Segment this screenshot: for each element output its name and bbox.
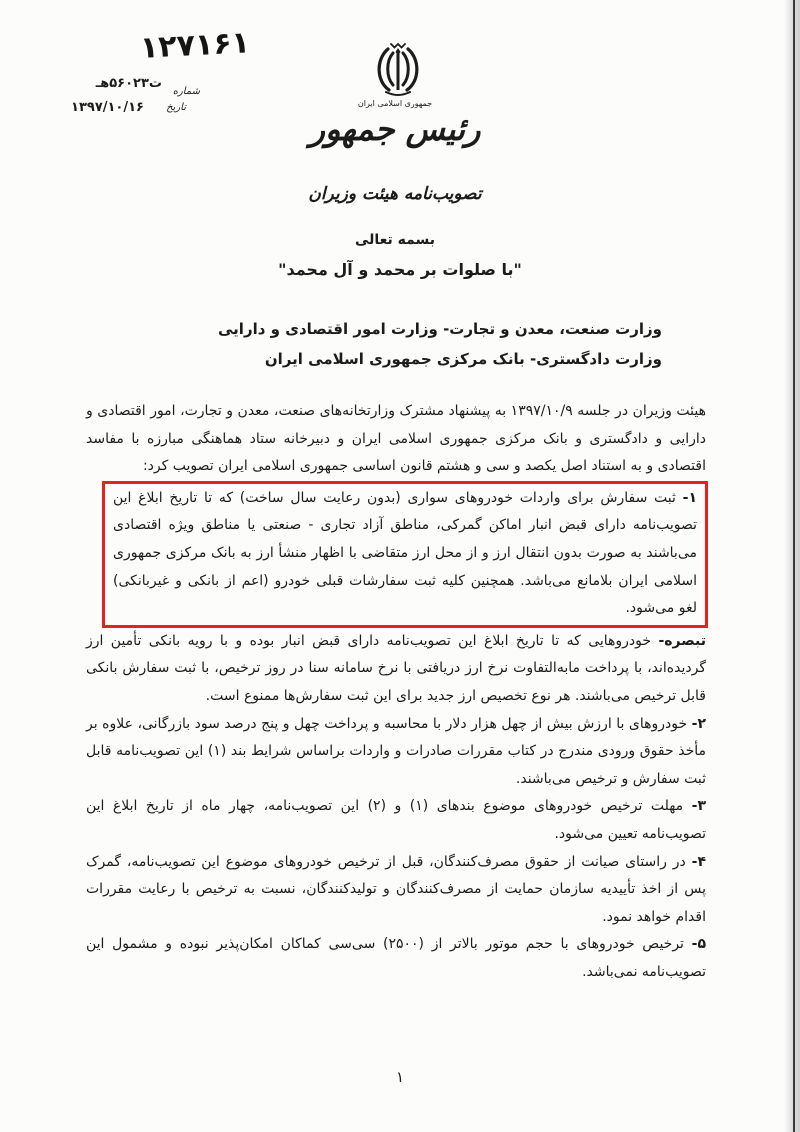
addressee-line: وزارت دادگستری- بانک مرکزی جمهوری اسلامی ایران bbox=[264, 350, 662, 368]
decree-number-label: شماره bbox=[172, 86, 200, 97]
clause-text: خودروهای با ارزش بیش از چهل هزار دلار با محاسبه و پرداخت چهل و پنج درصد سود بازرگانی، علاوه بر مأخذ حقوق ورودی مندرج در کتاب مقررات صادرات و واردات براساس شرایط بند (۱) این تصویب‌نامه قابل ثبت سفارش و ترخیص می‌باشند. bbox=[86, 715, 706, 787]
clause-text: مهلت ترخیص خودروهای موضوع بندهای (۱) و (۲) این تصویب‌نامه، چهار ماه از تاریخ ابلاغ این تصویب‌نامه تعیین می‌شود. bbox=[86, 798, 706, 842]
addressee-line: وزارت صنعت، معدن و تجارت- وزارت امور اقتصادی و دارایی bbox=[218, 320, 662, 338]
scan-edge-line bbox=[793, 0, 795, 1132]
salavat-line: "با صلوات بر محمد و آل محمد" bbox=[278, 260, 522, 279]
tracking-number: ۱۲۷۱۶۱ bbox=[139, 25, 251, 66]
invocation-line: بسمه تعالی bbox=[354, 232, 436, 248]
note-label: تبصره- bbox=[658, 632, 706, 649]
clause-4 bbox=[86, 849, 706, 932]
note-text: خودروهایی که تا تاریخ ابلاغ این تصویب‌نامه دارای قبض انبار بوده و با رویه بانکی تأمین ارز گردیده‌اند، با پرداخت مابه‌التفاوت نرخ ارز دریافتی با نرخ سامانه سنا در روز ترخیص، با ثبت سفارش بانکی قابل ترخیص می‌باشند. هر نوع تخصیص ارز جدید برای این ثبت سفارش‌ها ممنوع است. bbox=[86, 632, 706, 704]
clause-number: ۵- bbox=[691, 936, 707, 953]
addressees bbox=[140, 314, 662, 374]
country-caption: جمهوری اسلامی ایران bbox=[357, 99, 433, 108]
clause-2 bbox=[86, 711, 706, 794]
clause-note bbox=[86, 628, 706, 711]
clause-5 bbox=[86, 931, 706, 986]
clause-3 bbox=[86, 793, 706, 848]
clause-number: ۳- bbox=[691, 798, 706, 815]
decree-number-value: ت۵۶۰۲۳هـ bbox=[95, 76, 162, 91]
clause-1 bbox=[113, 485, 697, 623]
clause-text: ترخیص خودروهای با حجم موتور بالاتر از (۲۵۰۰) سی‌سی کماکان امکان‌پذیر نبوده و مشمول این تصویب‌نامه نمی‌باشد. bbox=[86, 936, 706, 980]
page-number: ۱ bbox=[395, 1068, 405, 1086]
preamble: هیئت وزیران در جلسه ۱۳۹۷/۱۰/۹ به پیشنهاد مشترک وزارتخانه‌های صنعت، معدن و تجارت، امور اقتصادی و دارایی و دادگستری و بانک مرکزی جمهوری اسلامی ایران و دبیرخانه ستاد هماهنگی مبارزه با مفاسد اقتصادی و به استناد اصل یکصد و سی و هشتم قانون اساسی جمهوری اسلامی ایران تصویب کرد: bbox=[86, 403, 706, 475]
emblem-of-iran-icon bbox=[374, 40, 422, 98]
scan-edge-shadow bbox=[784, 0, 800, 1132]
document-type: تصویب‌نامه هیئت وزیران bbox=[308, 184, 482, 204]
clause-text: در راستای صیانت از حقوق مصرف‌کنندگان، قبل از ترخیص خودروهای موضوع این تصویب‌نامه، گمرک پس از اخذ تأییدیه سازمان حمایت از مصرف‌کنندگان و تولیدکنندگان، نسبت به ترخیص با رعایت مقررات اقدام خواهد نمود. bbox=[86, 853, 706, 925]
clause-number: ۴- bbox=[691, 853, 706, 870]
clause-text: ثبت سفارش برای واردات خودروهای سواری (بدون رعایت سال ساخت) که تا تاریخ ابلاغ این تصویب‌نامه دارای قبض انبار اماکن گمرکی، مناطق آزاد تجاری - صنعتی یا مناطق ویژه اقتصادی می‌باشند به صورت بدون انتقال ارز و از محل ارز متقاضی با اظهار منشأ ارز به بانک مرکزی جمهوری اسلامی ایران بلامانع می‌باشد. همچنین کلیه ثبت سفارشات قبلی خودرو (اعم از بانکی و غیربانکی) لغو می‌شود. bbox=[113, 489, 697, 617]
office-title: رئیس جمهور bbox=[309, 110, 481, 148]
highlight-box bbox=[102, 481, 708, 628]
clause-number: ۲- bbox=[691, 715, 707, 732]
decree-date-label: تاریخ bbox=[166, 102, 186, 113]
decree-body bbox=[86, 398, 706, 986]
decree-date-value: ۱۳۹۷/۱۰/۱۶ bbox=[71, 100, 144, 115]
clause-number: ۱- bbox=[682, 489, 698, 506]
